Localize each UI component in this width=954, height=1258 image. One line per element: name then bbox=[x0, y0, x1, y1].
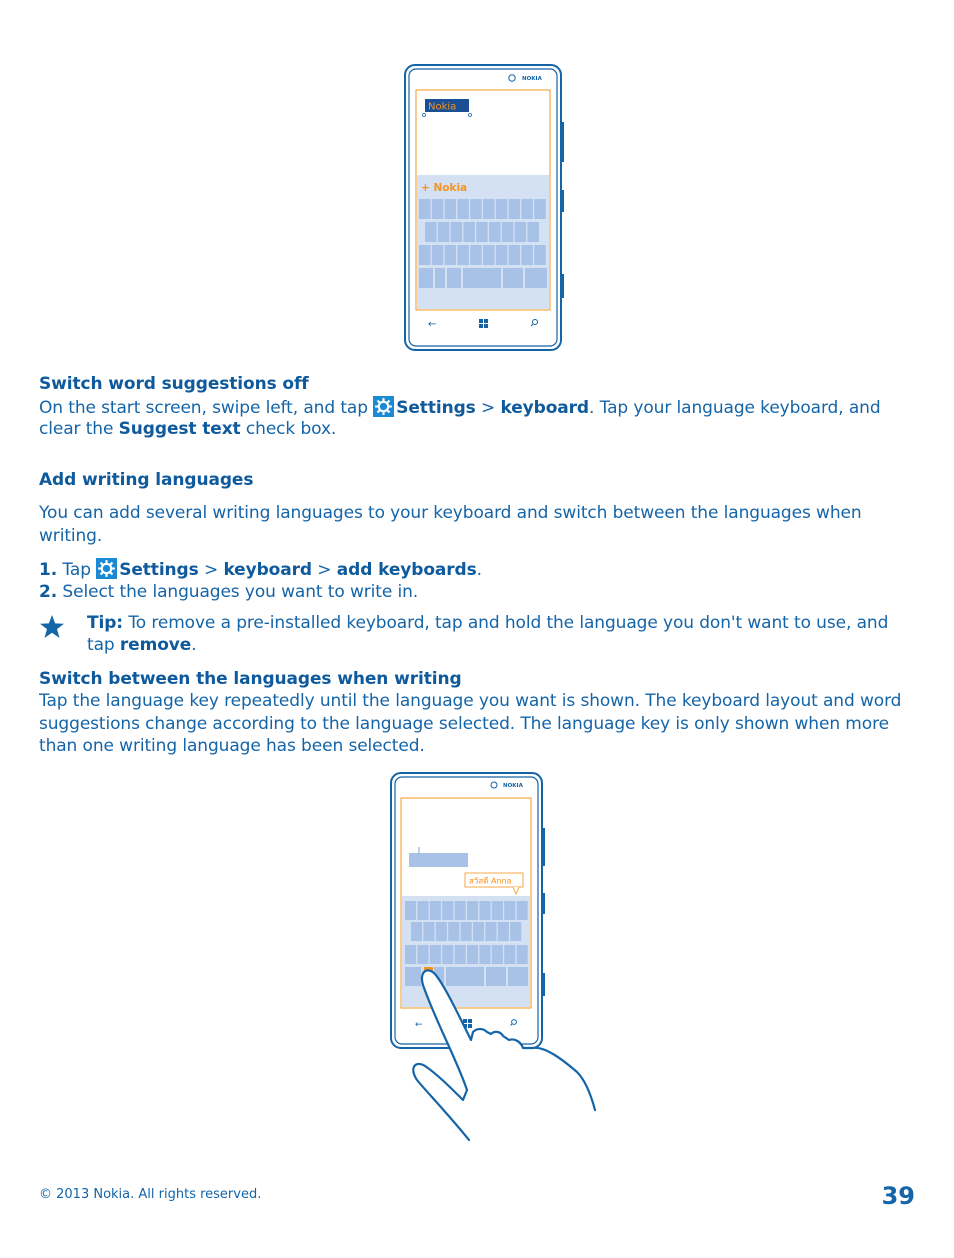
settings-icon bbox=[96, 558, 117, 579]
keyboard-key[interactable] bbox=[445, 199, 457, 219]
section3-line2: suggestions change according to the language selected. The language key is only shown when more bbox=[39, 714, 889, 734]
keyboard-key[interactable] bbox=[473, 922, 484, 941]
keyboard-key[interactable] bbox=[405, 945, 416, 964]
keyboard-key[interactable] bbox=[457, 199, 469, 219]
selected-word: Nokia bbox=[428, 101, 457, 113]
keyboard-key[interactable] bbox=[485, 922, 496, 941]
keyboard-key[interactable] bbox=[517, 945, 528, 964]
keyboard-key[interactable] bbox=[479, 945, 490, 964]
keyboard-key[interactable] bbox=[503, 268, 523, 288]
keyboard-key[interactable] bbox=[411, 922, 422, 941]
paragraph-switch-suggestions-line1: On the start screen, swipe left, and tap Settings > keyboard. Tap your language keyboard, and bbox=[39, 398, 881, 418]
back-icon: ← bbox=[428, 319, 437, 330]
keyboard-key[interactable] bbox=[521, 245, 533, 265]
keyboard-key[interactable] bbox=[467, 901, 478, 920]
paragraph-switch-suggestions-line2: clear the Suggest text check box. bbox=[39, 419, 337, 439]
keyboard-key[interactable] bbox=[430, 945, 441, 964]
keyboard-key[interactable] bbox=[479, 901, 490, 920]
keyboard-key[interactable] bbox=[467, 945, 478, 964]
copyright: © 2013 Nokia. All rights reserved. bbox=[39, 1187, 262, 1202]
keyboard-key[interactable] bbox=[417, 945, 428, 964]
keyboard-key[interactable] bbox=[515, 222, 527, 242]
back-icon: ← bbox=[415, 1020, 423, 1030]
keyboard-key[interactable] bbox=[430, 901, 441, 920]
keyboard-key[interactable] bbox=[470, 199, 482, 219]
phone-illustration-word-suggestions bbox=[400, 62, 570, 354]
keyboard-key[interactable] bbox=[405, 967, 421, 986]
intro-line1: You can add several writing languages to your keyboard and switch between the languages when bbox=[39, 503, 862, 523]
keyboard-key[interactable] bbox=[419, 268, 433, 288]
keyboard-key[interactable] bbox=[457, 245, 469, 265]
keyboard-key[interactable] bbox=[509, 199, 520, 219]
keyboard-key[interactable] bbox=[419, 199, 431, 219]
keyboard-key[interactable] bbox=[423, 922, 434, 941]
keyboard-key[interactable] bbox=[504, 945, 515, 964]
keyboard-key[interactable] bbox=[419, 245, 431, 265]
keyboard-key[interactable] bbox=[463, 268, 501, 288]
keyboard-key[interactable] bbox=[486, 967, 506, 986]
keyboard-key[interactable] bbox=[446, 967, 484, 986]
keyboard-key[interactable] bbox=[476, 222, 488, 242]
keyboard-key[interactable] bbox=[496, 245, 508, 265]
tip-line2: tap remove. bbox=[87, 635, 197, 655]
keyboard-key[interactable] bbox=[525, 268, 547, 288]
keyboard-key[interactable] bbox=[451, 222, 463, 242]
word-suggestion: + Nokia bbox=[421, 182, 468, 194]
keyboard-key[interactable] bbox=[435, 268, 445, 288]
keyboard-key[interactable] bbox=[534, 199, 546, 219]
page-number: 39 bbox=[881, 1182, 915, 1210]
keyboard-key[interactable] bbox=[510, 922, 521, 941]
keyboard-key[interactable] bbox=[448, 922, 459, 941]
step-2: 2. Select the languages you want to write in. bbox=[39, 582, 419, 602]
star-icon bbox=[39, 614, 65, 639]
keyboard-key[interactable] bbox=[455, 901, 466, 920]
keyboard-key[interactable] bbox=[438, 222, 450, 242]
keyboard-key[interactable] bbox=[483, 245, 495, 265]
tip-line1: Tip: To remove a pre-installed keyboard, tap and hold the language you don't want to use, and bbox=[87, 613, 889, 633]
keyboard-key[interactable] bbox=[432, 245, 444, 265]
keyboard-key[interactable] bbox=[504, 901, 515, 920]
heading-switch-suggestions-off: Switch word suggestions off bbox=[39, 374, 309, 394]
keyboard-key[interactable] bbox=[436, 922, 447, 941]
section3-line1: Tap the language key repeatedly until the language you want is shown. The keyboard layout and word bbox=[39, 691, 902, 711]
heading-switch-between-languages: Switch between the languages when writing bbox=[39, 669, 462, 689]
keyboard-key[interactable] bbox=[498, 922, 509, 941]
section3-line3: than one writing language has been selected. bbox=[39, 736, 425, 756]
thai-suggestion: สวัสดี Anna bbox=[469, 876, 512, 886]
phone-brand: NOKIA bbox=[522, 76, 542, 82]
keyboard-key[interactable] bbox=[417, 901, 428, 920]
keyboard-key[interactable] bbox=[455, 945, 466, 964]
keyboard-key[interactable] bbox=[470, 245, 482, 265]
keyboard-key[interactable] bbox=[445, 245, 457, 265]
keyboard-key[interactable] bbox=[509, 245, 520, 265]
keyboard-key[interactable] bbox=[517, 901, 528, 920]
keyboard-key[interactable] bbox=[508, 967, 528, 986]
keyboard-key[interactable] bbox=[521, 199, 533, 219]
keyboard-key[interactable] bbox=[405, 901, 416, 920]
keyboard-key[interactable] bbox=[483, 199, 495, 219]
settings-icon bbox=[373, 396, 394, 417]
keyboard-key[interactable] bbox=[502, 222, 514, 242]
keyboard-key[interactable] bbox=[492, 945, 503, 964]
keyboard-key[interactable] bbox=[425, 222, 437, 242]
heading-add-writing-languages: Add writing languages bbox=[39, 470, 254, 490]
keyboard-key[interactable] bbox=[492, 901, 503, 920]
keyboard-key[interactable] bbox=[527, 222, 539, 242]
keyboard-key[interactable] bbox=[534, 245, 546, 265]
keyboard-key[interactable] bbox=[442, 901, 453, 920]
keyboard-key[interactable] bbox=[447, 268, 461, 288]
phone-illustration-language-key bbox=[385, 770, 610, 1145]
phone-brand: NOKIA bbox=[503, 783, 523, 789]
keyboard-key[interactable] bbox=[432, 199, 444, 219]
intro-line2: writing. bbox=[39, 526, 103, 546]
keyboard-key[interactable] bbox=[489, 222, 501, 242]
keyboard-key[interactable] bbox=[496, 199, 508, 219]
keyboard-key[interactable] bbox=[463, 222, 475, 242]
step-1: 1. Tap Settings > keyboard > add keyboards. bbox=[39, 560, 482, 580]
keyboard-key[interactable] bbox=[442, 945, 453, 964]
keyboard-key[interactable] bbox=[461, 922, 472, 941]
